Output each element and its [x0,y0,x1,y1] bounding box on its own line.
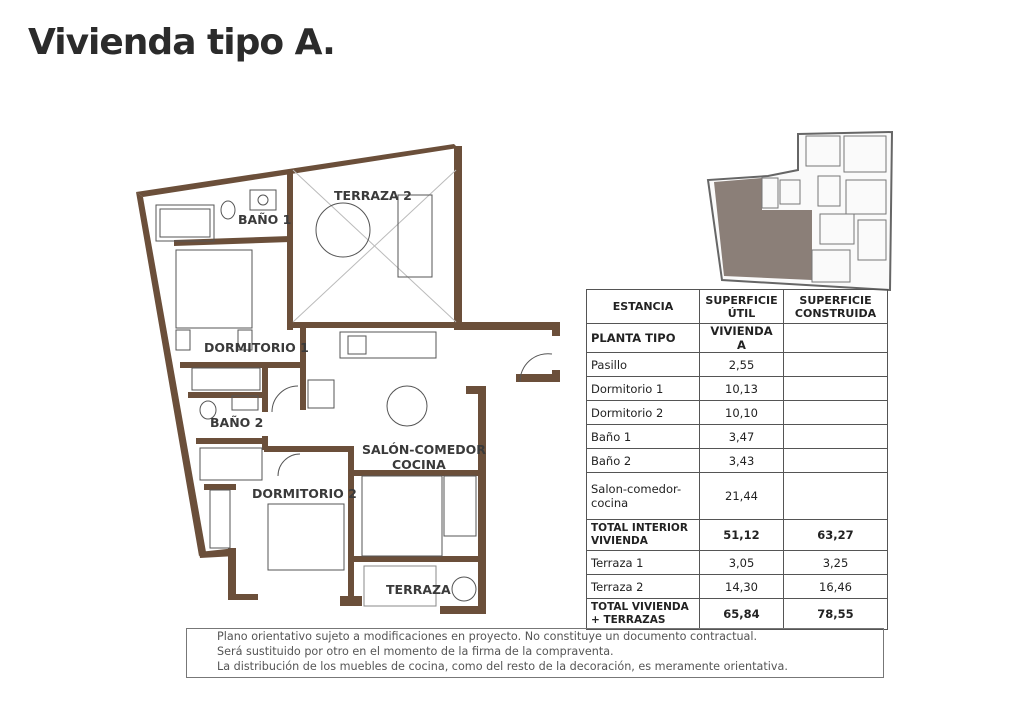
cell-planta-tipo: PLANTA TIPO [587,324,700,353]
cell-construida: 16,46 [784,575,888,599]
cell-estancia: TOTAL INTERIOR VIVIENDA [587,520,700,551]
cell-estancia: Terraza 2 [587,575,700,599]
wardrobe-2-icon [210,490,230,548]
note-line: Será sustituido por otro en el momento de la firma de la compraventa. [217,645,614,658]
header-util: SUPERFICIE ÚTIL [700,290,784,324]
apartment-walls [136,144,560,614]
cell-construida [784,377,888,401]
table-header-row [587,290,888,324]
table-subheader-row [587,324,888,353]
bathtub-1-icon [156,205,214,241]
room-label-terraza2: TERRAZA 2 [334,188,412,203]
cell-estancia: Pasillo [587,353,700,377]
table-terraza2-icon [316,203,370,257]
room-label-bano2: BAÑO 2 [210,415,264,430]
room-label-bano1: BAÑO 1 [238,212,292,227]
cell-estancia: Baño 2 [587,449,700,473]
room-label-terraza: TERRAZA [386,582,451,597]
hob-icon [348,336,366,354]
cell-construida [784,353,888,377]
cell-util: 3,47 [700,425,784,449]
note-line: Plano orientativo sujeto a modificaciones en proyecto. No constituye un documento contractual. [217,630,758,643]
terraza-table-icon [452,577,476,601]
cell-util: 14,30 [700,575,784,599]
sofa-terraza2-icon [398,195,432,277]
table-row-total-vivienda [587,599,888,630]
room-label-salon: SALÓN-COMEDOR [362,442,486,457]
header-construida: SUPERFICIE CONSTRUIDA [784,290,888,324]
cell-util: 51,12 [700,520,784,551]
table-row [587,575,888,599]
sink-2-icon [232,396,258,410]
wardrobe-1-icon [192,368,260,390]
table-row [587,401,888,425]
cell-estancia: Dormitorio 2 [587,401,700,425]
cell-construida [784,425,888,449]
room-label-cocina: COCINA [392,457,446,472]
cell-util: 3,43 [700,449,784,473]
sofa-salon-icon [362,476,442,556]
room-label-dormitorio2: DORMITORIO 2 [252,486,357,501]
disclaimer-notes [186,628,884,678]
cell-empty [784,324,888,353]
cell-construida: 63,27 [784,520,888,551]
cell-estancia: Dormitorio 1 [587,377,700,401]
table-row-total-interior [587,520,888,551]
cell-util: 65,84 [700,599,784,630]
cell-estancia: Salon-comedor-cocina [587,473,700,520]
cell-util: 10,10 [700,401,784,425]
table-row [587,425,888,449]
cell-estancia: Baño 1 [587,425,700,449]
cell-util: 21,44 [700,473,784,520]
table-row [587,377,888,401]
cell-util: 10,13 [700,377,784,401]
cell-construida [784,449,888,473]
bathtub-2-icon [200,448,262,480]
dining-table-icon [387,386,427,426]
surface-table [586,289,888,630]
bed-2-icon [268,504,344,570]
sink-1-icon [250,190,276,210]
table-row [587,353,888,377]
page-title: Vivienda tipo A. [28,22,335,63]
cell-estancia: TOTAL VIVIENDA + TERRAZAS [587,599,700,630]
cell-construida: 3,25 [784,551,888,575]
cell-construida [784,401,888,425]
note-line: La distribución de los muebles de cocina, como del resto de la decoración, es meramente orientativa. [217,660,788,673]
header-estancia: ESTANCIA [587,290,700,324]
cell-util: 3,05 [700,551,784,575]
cell-construida: 78,55 [784,599,888,630]
room-label-dormitorio1: DORMITORIO 1 [204,340,309,355]
table-row [587,473,888,520]
bed-1-icon [176,250,252,328]
cell-construida [784,473,888,520]
cell-vivienda-a: VIVIENDA A [700,324,784,353]
toilet-1-icon [221,201,235,219]
cell-util: 2,55 [700,353,784,377]
key-plan [708,132,892,290]
table-row [587,449,888,473]
table-row [587,551,888,575]
cell-estancia: Terraza 1 [587,551,700,575]
